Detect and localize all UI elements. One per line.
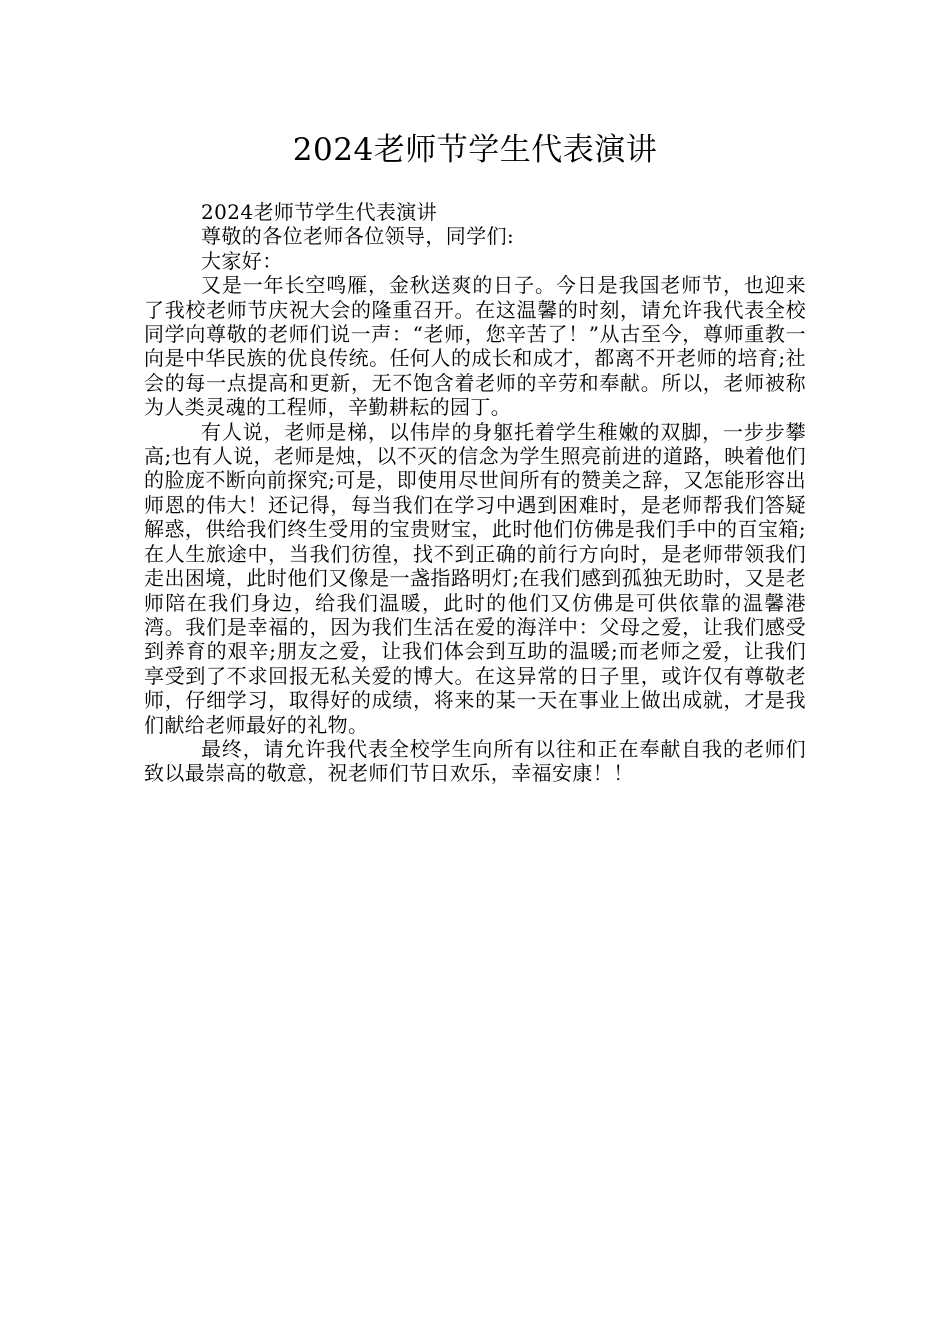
paragraph-closing: 最终，请允许我代表全校学生向所有以往和正在奉献自我的老师们致以最崇高的敬意，祝老师们节日欢乐，幸福安康！！ <box>144 736 806 786</box>
paragraph-greeting: 大家好： <box>201 248 283 273</box>
paragraph-body-2: 有人说，老师是梯，以伟岸的身躯托着学生稚嫩的双脚，一步步攀高;也有人说，老师是烛，以不灭的信念为学生照亮前进的道路，映着他们的脸庞不断向前探究;可是，即使用尽世间所有的赞美之辞，又怎能形容出师恩的伟大！还记得，每当我们在学习中遇到困难时，是老师帮我们答疑解惑，供给我们终生受用的宝贵财宝，此时他们仿佛是我们手中的百宝箱;在人生旅途中，当我们彷徨，找不到正确的前行方向时，是老师带领我们走出困境，此时他们又像是一盏指路明灯;在我们感到孤独无助时，又是老师陪在我们身边，给我们温暖，此时的他们又仿佛是可供依靠的温馨港湾。我们是幸福的，因为我们生活在爱的海洋中：父母之爱，让我们感受到养育的艰辛;朋友之爱，让我们体会到互助的温暖;而老师之爱，让我们享受到了不求回报无私关爱的博大。在这异常的日子里，或许仅有尊敬老师，仔细学习，取得好的成绩，将来的某一天在事业上做出成就，才是我们献给老师最好的礼物。 <box>144 419 806 737</box>
document-title: 2024老师节学生代表演讲 <box>292 132 658 168</box>
paragraph-subtitle: 2024老师节学生代表演讲 <box>201 200 438 224</box>
paragraph-salutation: 尊敬的各位老师各位领导，同学们: <box>201 224 515 249</box>
paragraph-body-1: 又是一年长空鸣雁，金秋送爽的日子。今日是我国老师节，也迎来了我校老师节庆祝大会的隆重召开。在这温馨的时刻，请允许我代表全校同学向尊敬的老师们说一声：“老师，您辛苦了！”从古至今，尊师重教一向是中华民族的优良传统。任何人的成长和成才，都离不开老师的培育;社会的每一点提高和更新，无不饱含着老师的辛劳和奉献。所以，老师被称为人类灵魂的工程师，辛勤耕耘的园丁。 <box>144 273 806 420</box>
document-body <box>144 200 806 786</box>
